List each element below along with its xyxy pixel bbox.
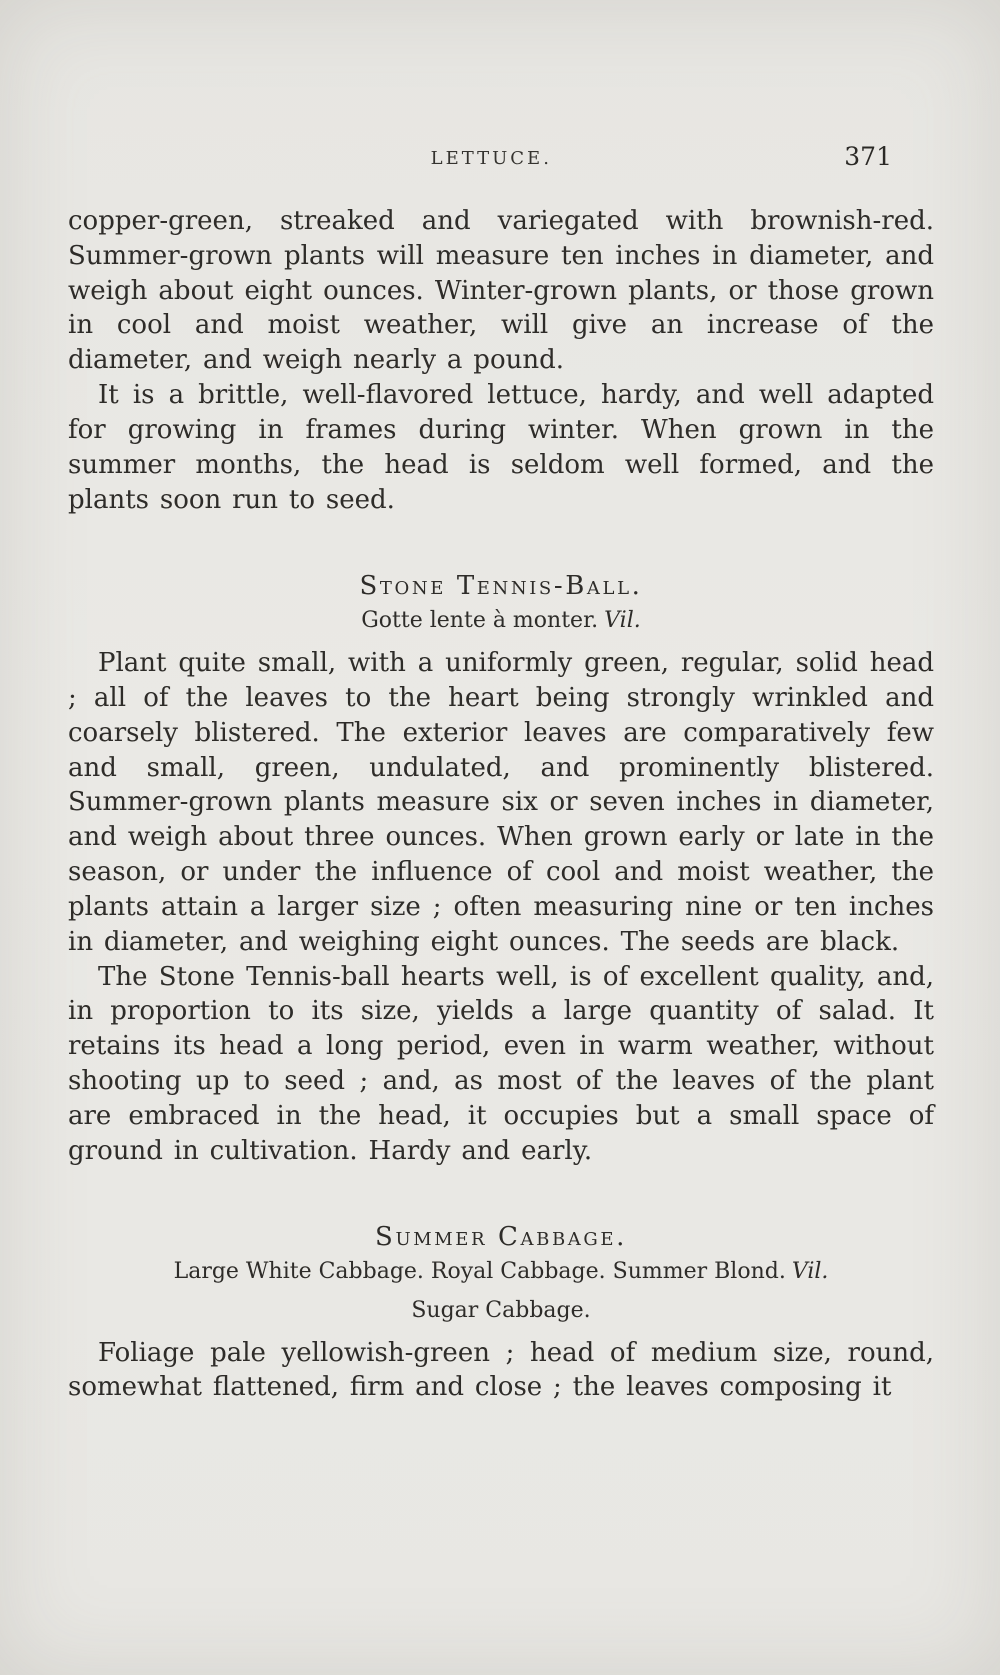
paragraph: Plant quite small, with a uniformly green, regular, solid head ; all of the leaves to the heart being strongly wrinkled and coarsely blistered. The exterior leaves are comparatively few and small, green, undulated, and prominently blistered. Summer-grown plants measure six or seven inches in diameter, and weigh about three ounces. When grown early or late in the season, or under the influence of cool and moist weather, the plants attain a larger size ; often measuring nine or ten inches in diameter, and weighing eight ounces. The seeds are black. [68,648,934,957]
synonym-text: Large White Cabbage. Royal Cabbage. Summer Blond. [173,1259,786,1285]
paragraph: The Stone Tennis-ball hearts well, is of excellent quality, and, in proportion to its size, yields a large quantity of salad. It retains its head a long period, even in warm weather, without shooting up to seed ; and, as most of the leaves of the plant are embraced in the head, it occupies but a small space of ground in cultivation. Hardy and early. [68,961,934,1166]
paragraph-continuation: copper-green, streaked and variegated with brownish-red. Summer-grown plants will measure ten inches in diameter, and weigh about eight ounces. Winter-grown plants, or those grown in cool and moist weather, will give an increase of the diameter, and weigh nearly a pound. [68,206,934,376]
synonym-line [68,607,934,636]
synonym-line [68,1258,934,1287]
synonym-line [68,1297,934,1326]
synonym-source: Vil. [791,1259,829,1285]
synonym-text: Gotte lente à monter. [361,608,599,634]
paragraph-incomplete: Foliage pale yellowish-green ; head of medium size, round, somewhat flattened, firm and close ; the leaves composing it [68,1337,934,1403]
page-header [68,142,934,176]
synonym-source: Vil. [604,608,641,634]
page-body [68,204,934,1405]
synonym-text: Sugar Cabbage. [411,1298,591,1324]
paragraph: It is a brittle, well-flavored lettuce, hardy, and well adapted for growing in frames during winter. When grown in the summer months, the head is seldom well formed, and the plants soon run to seed. [68,380,934,515]
section-heading-summer-cabbage: Summer Cabbage. [375,1222,627,1253]
section-heading-stone-tennis-ball: Stone Tennis-Ball. [359,571,643,602]
page-number: 371 [844,142,892,171]
running-title: LETTUCE. [430,148,552,169]
